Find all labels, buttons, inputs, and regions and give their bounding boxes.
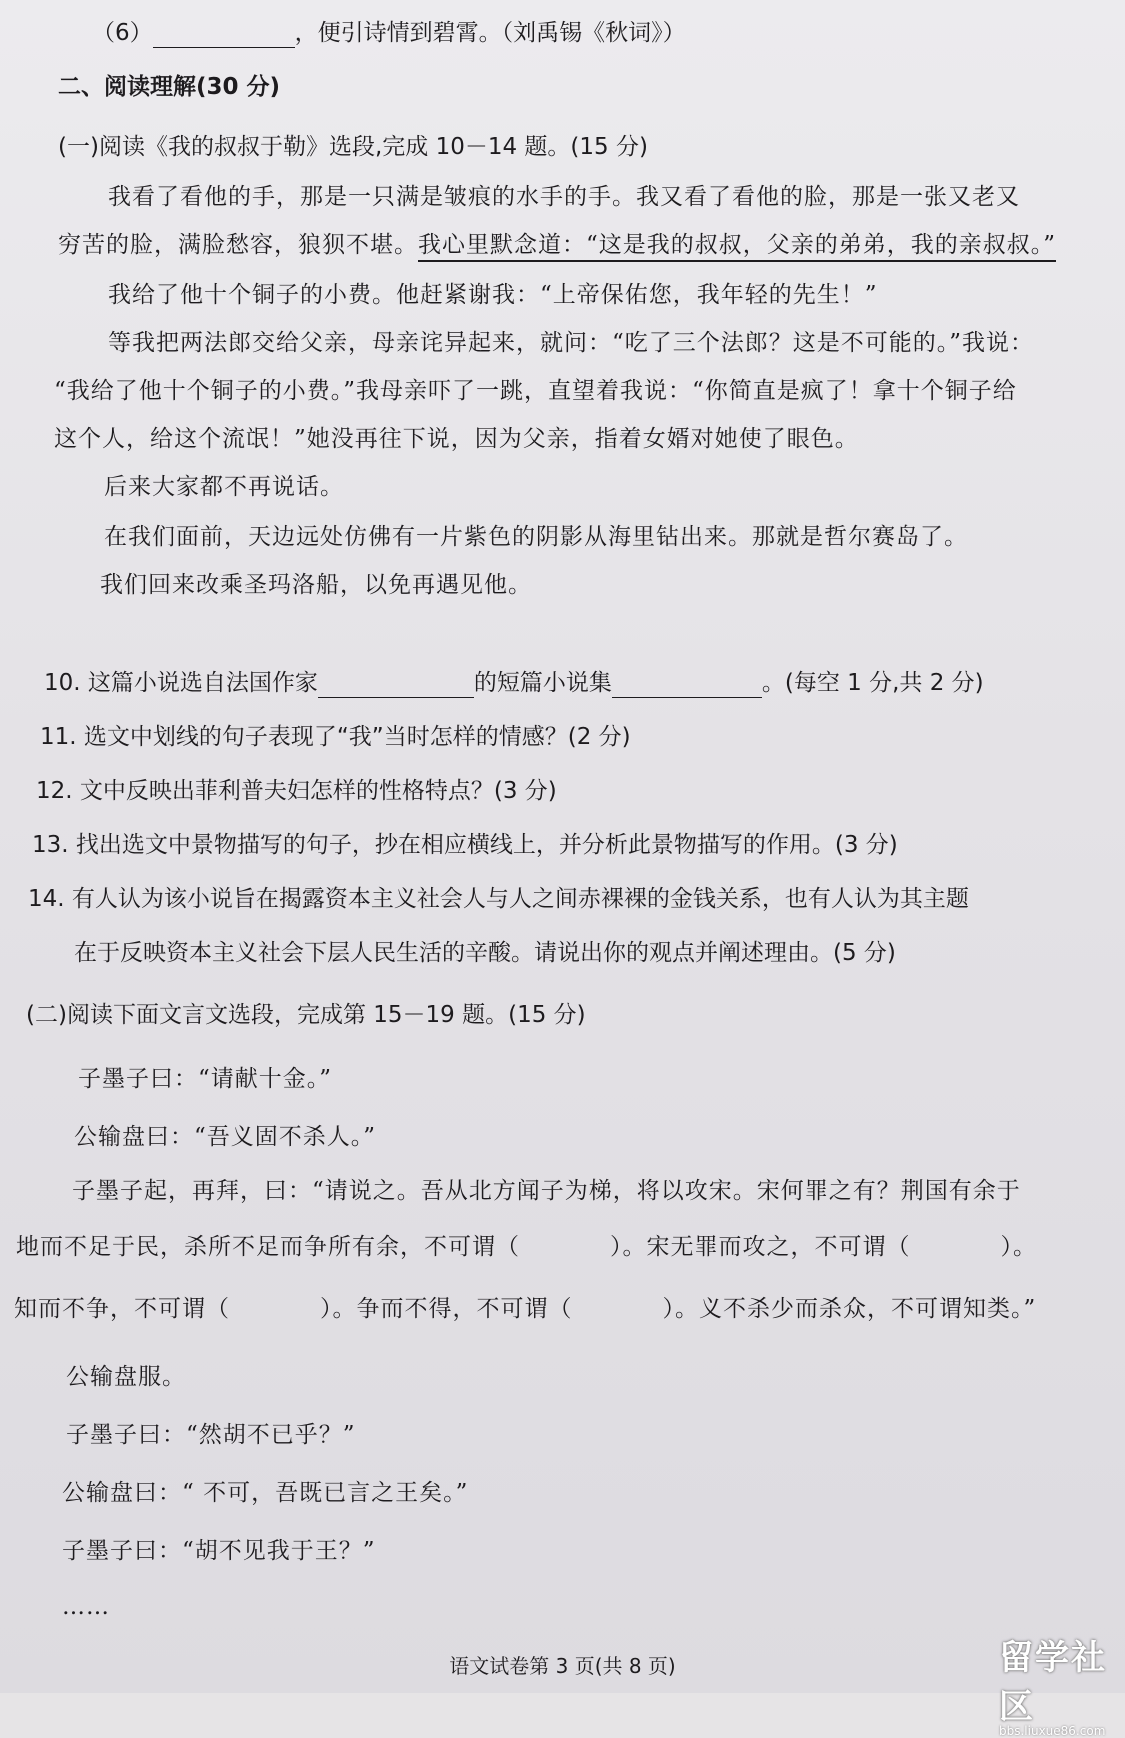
answer-blank xyxy=(153,23,295,48)
classical-line: 公输盘服。 xyxy=(66,1364,186,1390)
answer-blank xyxy=(612,673,762,698)
question-number: （6） xyxy=(92,20,153,46)
passage-text: 穷苦的脸，满脸愁容，狼狈不堪。 xyxy=(58,232,418,258)
classical-line: 子墨子曰：“请献十金。” xyxy=(78,1066,333,1092)
passage-line: 这个人，给这个流氓！”她没再往下说，因为父亲，指着女婿对她使了眼色。 xyxy=(54,426,859,452)
passage-line: “我给了他十个铜子的小费。”我母亲吓了一跳，直望着我说：“你简直是疯了！拿十个铜子给 xyxy=(54,378,1017,404)
question-11: 11. 选文中划线的句子表现了“我”当时怎样的情感？(2 分) xyxy=(40,724,631,750)
page-footer: 语文试卷第 3 页(共 8 页) xyxy=(449,1654,676,1678)
question-text: 的短篇小说集 xyxy=(473,670,612,696)
question-text: 10. 这篇小说选自法国作家 xyxy=(44,670,318,696)
classical-text: ）。宋无罪而攻之，不可谓（ xyxy=(610,1234,911,1260)
part2-title: (二)阅读下面文言文选段，完成第 15－19 题。(15 分) xyxy=(26,1002,586,1028)
classical-line: 公输盘曰：“吾义固不杀人。” xyxy=(74,1124,377,1150)
ellipsis: …… xyxy=(62,1594,110,1620)
passage-line xyxy=(58,230,1056,260)
classical-line xyxy=(16,1232,1037,1262)
classical-line: 子墨子曰：“胡不见我于王？” xyxy=(62,1538,376,1564)
question-text: ，便引诗情到碧霄。（刘禹锡《秋词》） xyxy=(294,20,686,46)
classical-line: 子墨子起，再拜，曰：“请说之。吾从北方闻子为梯，将以攻宋。宋何罪之有？荆国有余于 xyxy=(72,1178,1021,1204)
site-watermark xyxy=(999,1630,1111,1738)
passage-line: 我给了他十个铜子的小费。他赶紧谢我：“上帝保佑您，我年轻的先生！” xyxy=(108,282,878,308)
classical-text: 知而不争，不可谓（ xyxy=(14,1296,230,1322)
question-14-cont: 在于反映资本主义社会下层人民生活的辛酸。请说出你的观点并阐述理由。(5 分) xyxy=(74,940,896,966)
classical-text: ）。 xyxy=(1000,1234,1037,1260)
underlined-sentence: 我心里默念道：“这是我的叔叔，父亲的弟弟，我的亲叔叔。” xyxy=(418,232,1056,262)
answer-blank xyxy=(318,673,474,698)
question-14: 14. 有人认为该小说旨在揭露资本主义社会人与人之间赤裸裸的金钱关系，也有人认为其主题 xyxy=(28,886,969,912)
classical-text: 地而不足于民，杀所不足而争所有余，不可谓（ xyxy=(16,1234,520,1260)
passage-line: 后来大家都不再说话。 xyxy=(104,474,344,500)
question-12: 12. 文中反映出菲利普夫妇怎样的性格特点？(3 分) xyxy=(36,778,557,804)
watermark-url: bbs.liuxue86.com xyxy=(999,1724,1106,1738)
question-10 xyxy=(44,668,984,698)
classical-text: ）。争而不得，不可谓（ xyxy=(320,1296,573,1322)
passage-line: 我看了看他的手，那是一只满是皱痕的水手的手。我又看了看他的脸，那是一张又老又 xyxy=(108,184,1020,210)
classical-text: ）。义不杀少而杀众，不可谓知类。” xyxy=(662,1296,1037,1322)
passage-line: 等我把两法郎交给父亲，母亲诧异起来，就问：“吃了三个法郎？这是不可能的。”我说： xyxy=(108,330,1035,356)
passage-line: 在我们面前，天边远处仿佛有一片紫色的阴影从海里钻出来。那就是哲尔赛岛了。 xyxy=(104,524,968,550)
question-text: 。(每空 1 分,共 2 分) xyxy=(761,670,984,696)
part1-title: (一)阅读《我的叔叔于勒》选段,完成 10－14 题。(15 分) xyxy=(58,134,648,160)
classical-line xyxy=(14,1294,1036,1324)
watermark-logo-text: 留学社区 xyxy=(999,1638,1107,1727)
section-title: 二、阅读理解(30 分) xyxy=(58,74,281,100)
question-13: 13. 找出选文中景物描写的句子，抄在相应横线上，并分析此景物描写的作用。(3 分) xyxy=(32,832,898,858)
question-9-6 xyxy=(92,18,686,48)
classical-line: 公输盘曰：“ 不可，吾既已言之王矣。” xyxy=(62,1480,469,1506)
passage-line: 我们回来改乘圣玛洛船，以免再遇见他。 xyxy=(100,572,532,598)
classical-line: 子墨子曰：“然胡不已乎？” xyxy=(66,1422,356,1448)
